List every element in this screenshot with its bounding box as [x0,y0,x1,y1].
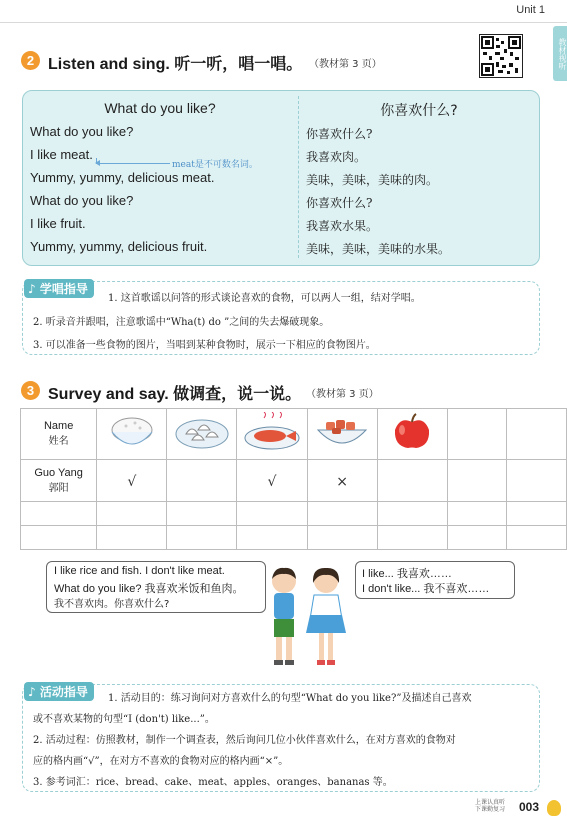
survey-mark-cell[interactable] [447,526,507,550]
song-line-en: Yummy, yummy, delicious fruit. [30,239,208,254]
guide-line: 3. 可以准备一些食物的图片，当唱到某种食物时，展示一下相应的食物图片。 [33,340,376,351]
food-meat-icon [307,409,377,460]
section-number-3: 3 [21,381,40,400]
section-number-2: 2 [21,51,40,70]
survey-mark-cell[interactable] [507,460,567,502]
bubble-line: What do you like? 我喜欢米饭和鱼肉。 [54,583,244,595]
section-ref: （教材第 3 页） [309,59,382,70]
song-line-en: What do you like? [30,193,134,208]
song-line-en: Yummy, yummy, delicious meat. [30,170,215,185]
section-title-survey-say: Survey and say. 做调查，说一说。 [48,386,302,403]
song-line-cn: 我喜欢水果。 [306,219,379,233]
guide-line: 或不喜欢某物的句型“I (don't) like...”。 [33,714,215,725]
lightbulb-icon [547,800,561,816]
guide-line: 3. 参考词汇：rice、bread、cake、meat、apples、oranges、bananas 等。 [33,777,393,788]
food-dumplings-icon [167,409,237,460]
guide-line: 应的格内画“√”，在对方不喜欢的食物对应的格内画“×”。 [33,756,289,767]
song-line-cn: 美味，美味，美味的水果。 [306,242,451,256]
song-line-en: I like meat. [30,147,93,162]
qr-code-icon [479,34,523,78]
song-line-cn: 你喜欢什么? [306,127,373,141]
survey-mark-cell[interactable] [167,526,237,550]
survey-mark-cell[interactable] [377,526,447,550]
bubble-line: 我不喜欢肉。你喜欢什么? [54,599,170,610]
table-header-name: Name 姓名 [21,409,97,460]
survey-mark-cell[interactable]: × [307,460,377,502]
food-fish-icon [237,409,307,460]
survey-mark-cell[interactable] [377,502,447,526]
survey-mark-cell[interactable] [307,526,377,550]
unit-label: Unit 1 [516,4,545,16]
speech-bubble-right [355,561,515,599]
note-icon: ♪ [28,282,36,296]
survey-mark-cell[interactable] [447,460,507,502]
activity-guide-badge: ♪ 活动指导 [24,682,94,701]
song-line-cn: 你喜欢什么? [306,196,373,210]
survey-mark-cell[interactable] [507,526,567,550]
header-divider [0,22,567,23]
food-empty-cell [507,409,567,460]
survey-table [20,408,567,550]
song-divider [298,96,299,258]
speech-bubble-left [46,561,266,613]
survey-mark-cell[interactable] [307,502,377,526]
bubble-line: I don't like... 我不喜欢…… [362,583,490,595]
song-line-en: I like fruit. [30,216,86,231]
children-illustration [262,565,354,675]
survey-mark-cell[interactable] [97,526,167,550]
survey-mark-cell[interactable] [97,502,167,526]
bubble-line: I like rice and fish. I don't like meat. [54,565,225,577]
survey-mark-cell[interactable] [167,460,237,502]
survey-mark-cell[interactable] [237,526,307,550]
singing-guide-badge: ♪ 学唱指导 [24,279,94,298]
section-ref: （教材第 3 页） [306,389,379,400]
survey-mark-cell[interactable]: √ [237,460,307,502]
song-line-cn: 美味，美味，美味的肉。 [306,173,439,187]
food-rice-icon [97,409,167,460]
section-title-listen-sing: Listen and sing. 听一听，唱一唱。 [48,56,303,73]
corner-tab: 教材视听 [553,26,567,81]
guide-line: 2. 听录音并跟唱，注意歌谣中“Wha(t) do ”之间的失去爆破现象。 [33,317,330,328]
food-apple-icon [377,409,447,460]
survey-row-name[interactable] [21,526,97,550]
survey-mark-cell[interactable] [167,502,237,526]
page-number: 003 [518,800,539,814]
song-title-en: What do you like? [104,100,216,116]
bubble-line: I like... 我喜欢…… [362,568,452,580]
guide-line: 1. 这首歌谣以问答的形式谈论喜欢的食物，可以两人一组，结对学唱。 [108,293,421,304]
song-line-cn: 我喜欢肉。 [306,150,367,164]
survey-mark-cell[interactable] [507,502,567,526]
survey-mark-cell[interactable] [377,460,447,502]
survey-mark-cell[interactable] [447,502,507,526]
grammar-note: meat是不可数名词。 [172,160,258,170]
survey-row-name: Guo Yang 郭阳 [21,460,97,502]
note-arrow [96,163,170,164]
survey-row-name[interactable] [21,502,97,526]
song-line-en: What do you like? [30,124,134,139]
survey-mark-cell[interactable] [237,502,307,526]
note-icon: ♪ [28,685,36,699]
footer-motto: 上课认真听 下课勤复习 [474,799,505,813]
survey-mark-cell[interactable]: √ [97,460,167,502]
guide-line: 1. 活动目的：练习询问对方喜欢什么的句型“What do you like?”及描述自己喜欢 [108,693,472,704]
food-empty-cell [447,409,507,460]
song-title-cn: 你喜欢什么? [380,103,458,119]
guide-line: 2. 活动过程：仿照教材，制作一个调查表，然后询问几位小伙伴喜欢什么，在对方喜欢的食物对 [33,735,456,746]
